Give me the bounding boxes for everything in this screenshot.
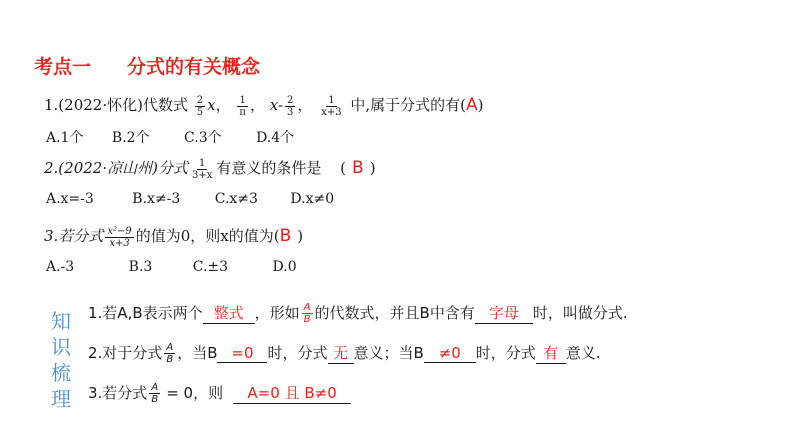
q3-answer: B xyxy=(279,226,292,246)
q1-answer: A xyxy=(466,95,478,115)
q2-prefix: 2.(2022·凉山州)分式 xyxy=(44,159,188,177)
q3-options xyxy=(46,259,297,275)
q1-fraction-2: $\frac{1}{\pi}$ xyxy=(239,94,246,118)
q3-option-c: C.±3 xyxy=(192,259,229,275)
q1-fraction-1: $\frac{2}{5}$ xyxy=(196,94,204,118)
q1-option-d: D.4个 xyxy=(256,130,295,146)
knowledge-point-1: 1.若A,B表示两个 整式 ，形如 $\frac{A}{B}$ 的代数式，并且B中含有 字母 时，叫做分式. xyxy=(88,302,628,325)
q3-fraction: $\frac{\text{x²−9}}{x+3}$ xyxy=(107,225,132,249)
q2-option-b: B.x≠-3 xyxy=(132,191,181,207)
q3-option-d: D.0 xyxy=(272,259,297,275)
q3-prefix: 3.若分式 xyxy=(44,227,104,245)
q3-suffix: 的值为0，则x的值为( xyxy=(135,227,280,245)
q1-option-b: B.2个 xyxy=(111,130,150,146)
k2-blank-1: =0 xyxy=(217,344,267,363)
q1-fraction-3: $\frac{2}{3}$ xyxy=(287,94,294,118)
q2-option-d: D.x≠0 xyxy=(290,191,335,207)
q2-option-c: C.x≠3 xyxy=(214,191,258,207)
knowledge-point-2: 2.对于分式 $\frac{A}{B}$ ，当B =0 时，分式 无 意义；当B ≠0 时，分式 有 意义. xyxy=(88,342,601,365)
k1-fraction: $\frac{A}{B}$ xyxy=(303,302,311,325)
knowledge-point-3: 3.若分式 $\frac{A}{B}$ = 0，则 A=0 且 B≠0 xyxy=(88,382,351,405)
title-part1: 考点一 xyxy=(34,56,92,78)
k2-blank-4: 有 xyxy=(536,342,566,364)
question-3: 3.若分式 $\frac{\text{x²−9}}{x+3}$ 的值为0，则x的值为(B ) xyxy=(44,225,304,249)
k1-blank-2: 字母 xyxy=(475,302,533,324)
k2-blank-2: 无 xyxy=(328,342,354,364)
q1-option-a: A.1个 xyxy=(46,130,84,146)
q2-answer: B xyxy=(352,158,364,178)
k2-fraction: $\frac{A}{B}$ xyxy=(166,342,174,365)
section-title xyxy=(34,52,260,79)
question-1: 1.(2022·怀化)代数式 $\frac{2}{5}$ x， $\frac{1}{\pi}$ ， x- $\frac{2}{3}$ ， $\frac{1}{x+3}$ 中,属于分式的有(A) xyxy=(44,94,484,118)
knowledge-side-label: 知 识 梳 理 xyxy=(51,309,71,411)
q2-fraction: $\frac{1}{3+x}$ xyxy=(191,157,213,181)
q2-suffix: 有意义的条件是 xyxy=(216,159,322,177)
q2-option-a: A.x=-3 xyxy=(46,191,94,207)
q1-options xyxy=(46,127,294,147)
k1-blank-1: 整式 xyxy=(203,302,255,324)
q1-option-c: C.3个 xyxy=(184,130,222,146)
q1-prefix: 1.(2022·怀化)代数式 xyxy=(44,96,188,114)
k2-blank-3: ≠0 xyxy=(424,344,476,363)
k3-blank-1: A=0 且 B≠0 xyxy=(233,382,351,404)
q2-options xyxy=(46,191,334,207)
q3-option-b: B.3 xyxy=(128,259,153,275)
k3-fraction: $\frac{A}{B}$ xyxy=(151,382,159,405)
q1-fraction-4: $\frac{1}{x+3}$ xyxy=(321,94,342,118)
q3-option-a: A.-3 xyxy=(46,259,75,275)
question-2: 2.(2022·凉山州)分式 $\frac{1}{3+x}$ 有意义的条件是 ( B ) xyxy=(44,157,376,181)
q1-suffix: 中,属于分式的有( xyxy=(350,96,466,114)
title-part2: 分式的有关概念 xyxy=(127,56,261,78)
